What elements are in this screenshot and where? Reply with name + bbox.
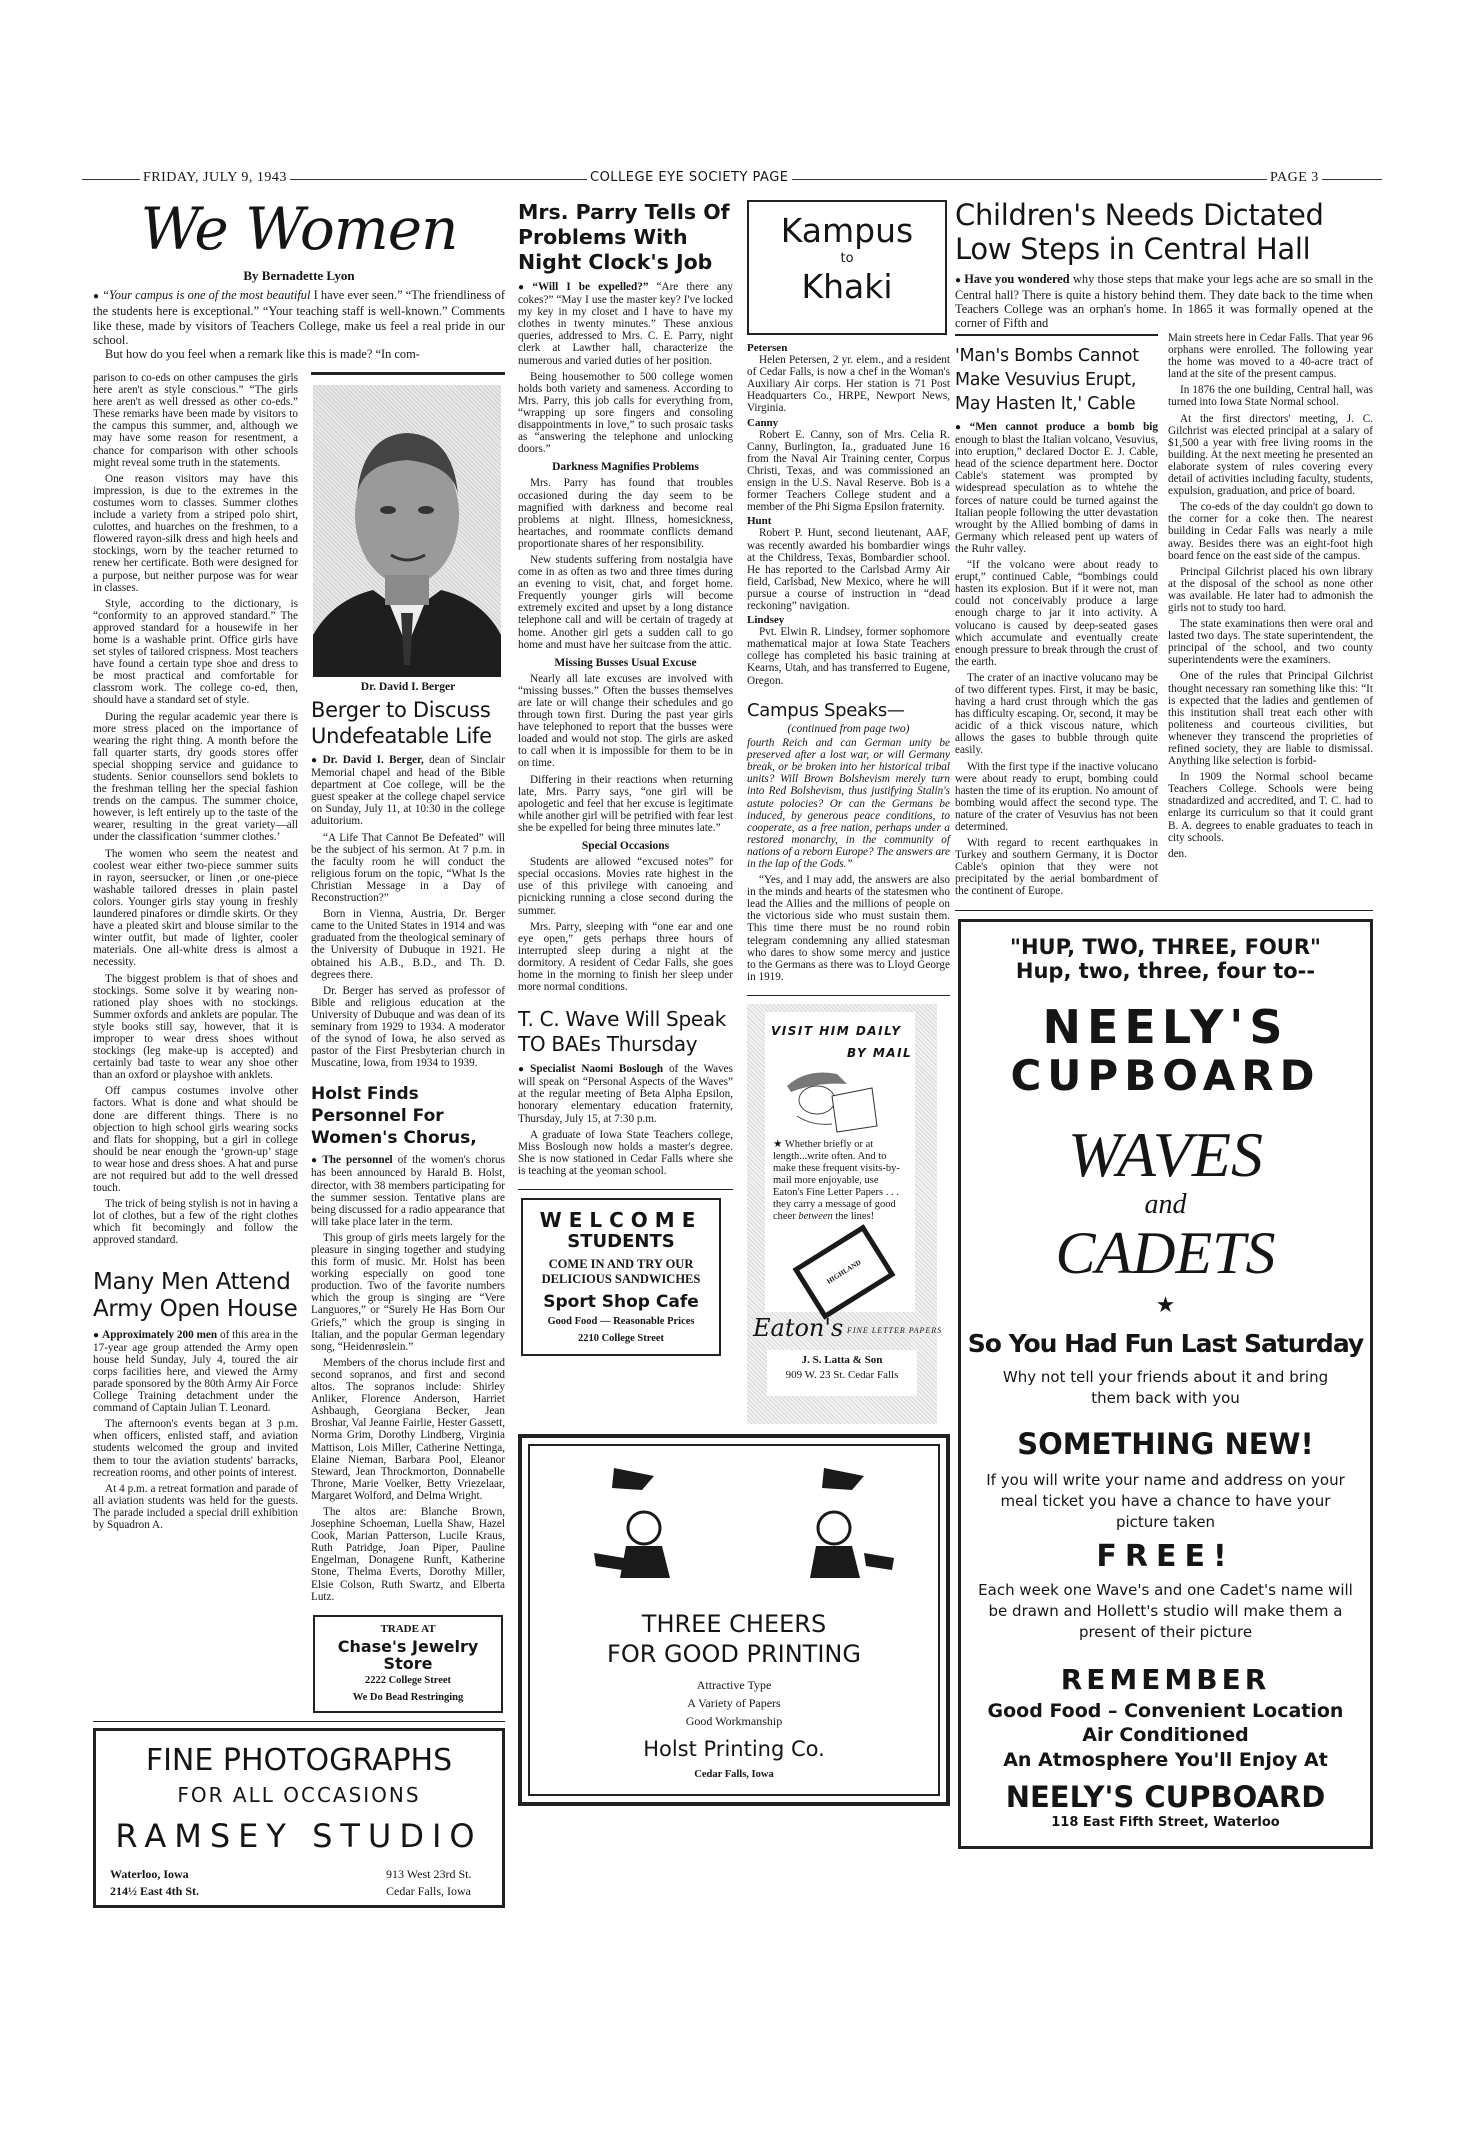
ad-body-text: the lines! bbox=[832, 1210, 875, 1222]
paragraph bbox=[518, 281, 733, 367]
campus-speaks-headline: Campus Speaks— bbox=[747, 699, 905, 721]
khaki-title-mid: to bbox=[840, 251, 854, 266]
paragraph: Main streets here in Cedar Falls. That year 96 orphans were enrolled. The following year the home was moved to a 40-acre tract of land at the site of the present campus. bbox=[1168, 332, 1373, 381]
masthead-section: COLLEGE EYE SOCIETY PAGE bbox=[587, 170, 792, 185]
masthead bbox=[82, 170, 1382, 190]
ad-hup-2: Hup, two, three, four to-- bbox=[1015, 959, 1316, 984]
ad-free: FREE! bbox=[1096, 1539, 1235, 1575]
paragraph: Mrs. Parry has found that troubles occasioned during the day seem to be magnified with darkness and become real problems at night. Illness, homesickness, heartaches, and roommate conflicts demand proportionate shares of her responsibility. bbox=[518, 477, 733, 550]
paragraph: Differing in their reactions when returning late, Mrs. Parry says, “one girl will be apologetic and feel that her excuse is legitimate while another girl will be petrified with fear lest she be expelled for being three minutes late.” bbox=[518, 773, 733, 834]
wave-headline: T. C. Wave Will Speak TO BAEs Thursday bbox=[518, 1007, 727, 1057]
we-women-body bbox=[93, 372, 298, 1251]
ad-tagline: Good Food — Reasonable Prices bbox=[547, 1316, 695, 1328]
ad-headline-2: BY MAIL bbox=[847, 1045, 913, 1060]
ad-sandwiches: DELICIOUS SANDWICHES bbox=[541, 1272, 701, 1287]
paragraph: During the regular academic year there is more stress placed on the importance of wearing the right thing. A month before the fall quarter starts, dry goods stores offer special shopping service and guidance to students. Senior counsellors send boklets to the freshman telling her the special fashion trends on the campus. The summer choice, however, is left entirely up to the taste of the wearer, resulting in the great variety—all under the classification ‘summer clothes.’ bbox=[93, 710, 298, 844]
berger-photo bbox=[313, 385, 501, 677]
paragraph: The state examinations then were oral and lasted two days. The state superintendent, the principal of the school, and two county superintendents were the examiners. bbox=[1168, 618, 1373, 667]
ad-trade-at: TRADE AT bbox=[380, 1622, 436, 1635]
children-body bbox=[1168, 332, 1373, 864]
paragraph-text: dean of Sinclair Memorial chapel and head of the Bible department at Coe college, will be the guest speaker at the college chapel service on Sunday, July 11, at 10:30 in the college aduitorium. bbox=[311, 754, 505, 828]
middle-region bbox=[518, 200, 950, 1806]
paragraph bbox=[311, 1154, 505, 1228]
paragraph bbox=[518, 1063, 733, 1124]
ad-body-emphasis: between bbox=[798, 1210, 833, 1222]
entry-name: Petersen bbox=[747, 342, 788, 354]
lead-text: “Men cannot produce a bomb big bbox=[969, 421, 1158, 433]
column-3 bbox=[518, 200, 733, 1356]
paragraph: With regard to recent earthquakes in Turkey and southern Germany, it is Doctor Cable's opinion that they were not precipitated by the aerial bombardment of the continent of Europe. bbox=[955, 837, 1158, 898]
paragraph-text: of this area in the 17-year age group attended the Army open house held Sunday, July 4, toured the air corps facilities here, and viewed the Army parade sponsored by the 80th Army Air Force College Training detachment under the command of Captain Julian T. Leonard. bbox=[93, 1328, 298, 1415]
paragraph: The biggest problem is that of shoes and stockings. Some solve it by wearing non-rationed play shoes with no stockings. Summer oxfords and anklets are popular. The style books still say, however, that it is improper to wear dress shoes without stockings (leg make-up is accepted) and certainly bad taste to wear any shoe other than an oxford or playshoe with anklets. bbox=[93, 972, 298, 1082]
paragraph bbox=[955, 421, 1158, 555]
column-5 bbox=[955, 332, 1158, 902]
entry-text: Pvt. Elwin R. Lindsey, former sophomore mathematical major at Iowa State Teachers college has completed his basic training at Kearns, Utah, and has transferred to Eugene, Oregon. bbox=[747, 626, 950, 687]
ad-store-name: Chase's Jewelry Store bbox=[337, 1636, 479, 1673]
ad-name-1: NEELY'S bbox=[1042, 999, 1289, 1054]
paragraph: The women who seem the neatest and coolest wear either two-piece summer suits in rayon, seersucker, or linen ,or one-piece washable tailored dresses in plain pastel colors. Younger girls stay young in freshly laundered pinafores or dirndle skirts. Or they have a pleated skirt and blouse similar to the winter outfit, but made of lighter, cooler materials. One all-white dress is almost a necessity. bbox=[93, 847, 298, 969]
left-region bbox=[93, 372, 505, 1908]
khaki-entries bbox=[747, 340, 950, 687]
khaki-title-top: Kampus bbox=[780, 211, 914, 250]
divider bbox=[93, 1721, 505, 1722]
holst-headline: Holst Finds Personnel For Women's Chorus, bbox=[311, 1084, 477, 1149]
ad-printer-name: Holst Printing Co. bbox=[643, 1736, 825, 1761]
photo-caption: Dr. David I. Berger bbox=[360, 681, 456, 693]
ad-welcome: WELCOME bbox=[539, 1208, 703, 1232]
neelys-cupboard-ad bbox=[958, 919, 1373, 1849]
bullet-icon: ● bbox=[311, 1155, 320, 1167]
divider bbox=[955, 334, 1158, 336]
ad-left-city: Waterloo, Iowa bbox=[110, 1867, 189, 1882]
we-women-title: We Women bbox=[140, 195, 458, 263]
paragraph: At 4 p.m. a retreat formation and parade of all aviation students was held for the guests. The parade included a special drill exhibition by Squadron A. bbox=[93, 1482, 298, 1531]
paragraph-text: enough to blast the Italian volcano, Vesuvius, into eruption,” declared Doctor E. J. Cable, head of the science department here. Doctor Cable's statement was prompted by widespread speculation as to whtehe the forces of nature could be turned against the Italian people following the utter devastation wrought by the Allied bombing of dams in Germany which released pent up waters of the Ruhr valley. bbox=[955, 434, 1158, 555]
paragraph: This group of girls meets largely for the pleasure in singing together and studying this form of music. Mr. Holst has been working especially on good tone production. Two of the favorite numbers which the group is singing are “Vere Languores,” or “Surely He Has Born Our Griefs,” which the group is singing in Italian, and the popular German legendary song, “Heidenrøslein.” bbox=[311, 1231, 505, 1353]
bullet-icon: ● bbox=[93, 291, 100, 302]
ad-three-cheers: THREE CHEERS bbox=[641, 1609, 827, 1638]
ad-store-address: 909 W. 23 St. Cedar Falls bbox=[785, 1368, 899, 1381]
paragraph: The afternoon's events began at 3 p.m. when officers, enlisted staff, and aviation students welcomed the group and invited them to tour the aviation students' barracks, recreation rooms, and other points of interest. bbox=[93, 1418, 298, 1479]
paragraph: Born in Vienna, Austria, Dr. Berger came to the United States in 1914 and was graduated from the theological seminary of the University of Dubuque in 1921. He obtained his A.B., B.D., and Th. D. degrees there. bbox=[311, 908, 505, 981]
paragraph: Style, according to the dictionary, is “conformity to an approved standard.” The approved standard for a housewife in her home is a washable print. Office girls have set styles of tailored crispness. Most teachers have found a certain type shoe and dress to be most practical and comfortable for classrom work. The college co-ed, then, should have a standard set of style. bbox=[93, 597, 298, 707]
column-4 bbox=[747, 200, 950, 1424]
khaki-title-bottom: Khaki bbox=[801, 267, 893, 306]
paragraph: In 1909 the Normal school became Teachers College. Schools were being stnadardized and accredited, and T. C. had to enlarge its curriculum so that it could grant B. A. degrees to enable graduates to teach in city schools. bbox=[1168, 771, 1373, 844]
divider bbox=[747, 995, 950, 996]
ad-right-address: 913 West 23rd St. bbox=[386, 1867, 472, 1882]
ad-name-2: CUPBOARD bbox=[1010, 1050, 1321, 1100]
chase-jewelry-ad bbox=[313, 1615, 503, 1714]
paragraph: Being housemother to 500 college women holds both variety and sameness. According to Mrs. Parry, this job calls for everything from, “wrapping up sore fingers and consoling disappointments in love,” to such prosaic tasks as “answering the telephone and unlocking doors.” bbox=[518, 370, 733, 456]
paragraph: The trick of being stylish is not in having a lot of clothes, but a few of the right clothes which fit becomingly and follow the approved standard. bbox=[93, 1198, 298, 1247]
paragraph: Nearly all late excuses are involved with “missing busses.” Often the busses themselves are late or will change their schedules and go through town first. During the past year girls have telephoned to report that the busses were loaded and would not stop. The girls are asked to call when it is impossible for them to be in on time. bbox=[518, 672, 733, 770]
bullet-icon: ● bbox=[311, 755, 320, 766]
ad-remember-1: Good Food – Convenient Location bbox=[987, 1699, 1344, 1722]
ad-footer-name: NEELY'S CUPBOARD bbox=[1005, 1780, 1326, 1815]
paragraph bbox=[93, 1329, 298, 1415]
divider bbox=[518, 1189, 733, 1190]
paragraph: Off campus costumes involve other factors. What is done and what should be done are different things. There is no objection to high school girls wearing socks and flats for shopping, but a girl in college should be near enough the ‘grown-up’ stage to wear hose and dress shoes. A hat and purse are not required but add to the well dressed touch. bbox=[93, 1085, 298, 1195]
subhead: Darkness Magnifies Problems bbox=[552, 461, 699, 474]
right-region bbox=[955, 198, 1373, 1849]
berger-article bbox=[311, 697, 505, 1073]
paragraph-text: why those steps that make your legs ache are so small in the Central hall? There is quite a history behind them. They date back to the time when Teachers College was an orphan's home. In 1865 it was formally opened at the corner of Fifth and bbox=[955, 272, 1373, 330]
cable-headline: 'Man's Bombs Cannot Make Vesuvius Erupt, May Hasten It,' Cable bbox=[955, 346, 1139, 414]
ad-feature: Attractive Type bbox=[696, 1677, 772, 1692]
paragraph: den. bbox=[1168, 847, 1187, 860]
intro-paragraph bbox=[93, 288, 505, 347]
ad-address: 118 East Fifth Street, Waterloo bbox=[1051, 1814, 1280, 1830]
ad-come-in: COME IN AND TRY OUR bbox=[548, 1257, 694, 1272]
paragraph: Principal Gilchrist placed his own library at the disposal of the school as none other was available. He later had to admonish the girls not to study too hard. bbox=[1168, 565, 1373, 614]
paragraph-text: of the women's chorus has been announced by Harald B. Holst, director, with 38 members participating for the summer session. Tentative plans are being discussed for a radio appearance that will take place later in the term. bbox=[311, 1154, 505, 1228]
ad-something-new: SOMETHING NEW! bbox=[1017, 1426, 1314, 1461]
paragraph: The co-eds of the day couldn't go down to the corner for a coke then. The nearest building in Cedar Falls was nearly a mile away. Besides there was an eight-foot high board fence on the east side of the campus. bbox=[1168, 501, 1373, 562]
sport-shop-cafe-ad bbox=[521, 1198, 721, 1356]
ad-store-name: J. S. Latta & Son bbox=[801, 1353, 883, 1366]
intro-quote: “Your campus is one of the most beautiful bbox=[102, 288, 311, 302]
ad-remember-2: Air Conditioned bbox=[1082, 1724, 1249, 1747]
paragraph: At the first directors' meeting, J. C. Gilchrist was elected principal at a salary of $1,500 a year with free living rooms in the building. At the next meeting he presented an elaborate system of rules covering every detail of activities including faculty, students, expulsion, graduation, and price of board. bbox=[1168, 412, 1373, 498]
paragraph: parison to co-eds on other campuses the girls here aren't as style conscious.” “The girls here aren't as well dressed as other co-eds.” These remarks have been made by visitors to the campus this summer, and, although we may have some reason for resentment, a chance for comparison with other schools might reveal some truth in the statements. bbox=[93, 372, 298, 469]
berger-headline: Berger to Discuss Undefeatable Life bbox=[311, 698, 492, 748]
eaton-letter-paper-ad bbox=[747, 1004, 943, 1424]
brand-name: Eaton's bbox=[753, 1313, 844, 1342]
paragraph: New students suffering from nostalgia have come in as often as two and three times during an evening to visit, chat, and forget home. Frequently younger girls will become extremely excited and upset by a long distance telephone call and will be certain of tragedy at home. Another girl gets a sudden call to go home and must have her suitcase from the attic. bbox=[518, 553, 733, 651]
divider bbox=[955, 910, 1373, 911]
box-label: HIGHLAND bbox=[825, 1258, 863, 1286]
ad-good-printing: FOR GOOD PRINTING bbox=[607, 1639, 861, 1668]
entry-text: Robert P. Hunt, second lieutenant, AAF, was recently awarded his bombardier wings at the Childress, Texas, Bombardier school. He has reported to the Carlsbad Army Air field, Carlsbad, New Mexico, where he will pursue a course of instruction in “dead reckoning” navigation. bbox=[747, 527, 950, 612]
paragraph: Members of the chorus include first and second sopranos, and first and second altos. The sopranos include: Shirley Anliker, Florence Anderson, Harriet Ashbaugh, Georgiana Becker, Jean Broshar, Val Jeanne Fairlie, Hester Gassett, Norma Grim, Dorothy Lindberg, Virginia Mattison, Lois Miller, Catherine Nettinga, Elaine Nieman, Barbara Pool, Eleanor Steward, Jean Throckmorton, Donnabelle Throne, Marie Voelker, Betty Vriezelaar, Margaret Wolford, and Delma Wright. bbox=[311, 1356, 505, 1502]
star-icon: ★ bbox=[1155, 1291, 1176, 1317]
intro-text: I have ever seen.” “The friendliness of the students here is exceptional.” “Your teaching staff is well-known.” Comments like these, made by visitors of Teachers College, make us feel a real pride in our school. bbox=[93, 288, 505, 347]
bullet-icon: ● bbox=[518, 1064, 528, 1076]
ad-cafe-name: Sport Shop Cafe bbox=[543, 1292, 699, 1313]
paragraph: Mrs. Parry, sleeping with “one ear and one eye open,” gets perhaps three hours of interrupted sleep during a night at the dormitory. A resident of Cedar Falls, she goes home in the morning to finish her sleep under more normal conditions. bbox=[518, 920, 733, 994]
army-article bbox=[93, 1269, 298, 1536]
ad-line-2: FOR ALL OCCASIONS bbox=[177, 1783, 421, 1808]
entry-text: Robert E. Canny, son of Mrs. Celia R. Canny, Burlington, Ia., graduated June 16 from the Naval Air Training center, Corpus Christi, Texas, and was commissioned an ensign in the U.S. Naval Reserve. Bob is a former Teachers College student and a member of the Phi Sigma Epsilon fraternity. bbox=[747, 428, 950, 514]
holst-article bbox=[311, 1083, 505, 1606]
bullet-icon: ● bbox=[93, 1329, 100, 1341]
paragraph-text: of the Waves will speak on “Personal Aspects of the Waves” at the regular meeting of Beta Alpha Epsilon, honorary elementary education fraternity, Thursday, July 15, at 7:30 p.m. bbox=[518, 1063, 734, 1125]
paragraph: One of the rules that Principal Gilchrist thought necessary ran something like this: “It is expected that the ladies and gentlemen of this institution shall treat each other with politeness and courteous civilities, but whenever they transcend the proprieties of refined society, they are liable to dismissal. Anything like selection is forbid- bbox=[1168, 670, 1373, 768]
lead-text: Approximately 200 men bbox=[102, 1328, 218, 1341]
lead-text: Have you wondered bbox=[964, 272, 1070, 286]
ad-students: STUDENTS bbox=[567, 1230, 675, 1252]
ad-body-text: ★ Whether briefly or at length...write often. And to make these frequent visits-by-mail more enjoyable, use Eaton's Fine Letter Papers . . . they carry a message of good cheer bbox=[773, 1138, 900, 1222]
entry-name: Canny bbox=[747, 416, 779, 429]
ad-city: Cedar Falls, Iowa bbox=[694, 1768, 774, 1780]
paragraph: In 1876 the one building, Central hall, was turned into Iowa State Normal school. bbox=[1168, 384, 1373, 409]
ad-headline-1: VISIT HIM DAILY bbox=[771, 1023, 902, 1038]
brand-sub: FINE LETTER PAPERS bbox=[847, 1325, 943, 1335]
ad-cadets: CADETS bbox=[1055, 1219, 1276, 1286]
campus-speaks-article bbox=[747, 701, 950, 987]
lead-text: “Will I be expelled?” bbox=[532, 281, 649, 293]
paragraph: The crater of an inactive volucano may be of two different types. First, it may be basic, having a hard crust through which the gas has difficulty escaping. Or, second, it may be acidic of a thick viscous nature, which allows the gases to bubble through quite easily. bbox=[955, 671, 1158, 757]
subhead: Special Occasions bbox=[581, 840, 670, 853]
cable-article bbox=[955, 344, 1158, 902]
paragraph: “Yes, and I may add, the answers are also in the minds and hearts of the statesmen who lead the Allies and the millions of people on the victorious side who must sustain them. This time there must be no round robin telegram condemning any allied statesman who dares to show some mercy and justice to the Germans as there was to Lloyd George in 1919. bbox=[747, 874, 950, 983]
ad-feature: Good Workmanship bbox=[685, 1713, 783, 1728]
ad-fun: So You Had Fun Last Saturday bbox=[967, 1328, 1364, 1358]
ad-free-text: Each week one Wave's and one Cadet's name will be drawn and Hollett's studio will make them a present of their picture bbox=[978, 1580, 1353, 1641]
ad-waves: WAVES bbox=[1068, 1118, 1263, 1190]
masthead-date: FRIDAY, JULY 9, 1943 bbox=[140, 170, 290, 186]
paragraph: fourth Reich and can German unity be preserved after a lost war, or will Germany break, or be broken into her historical tribal units? Will Brown Bolshevism merely turn into Red Bolshevism, thus justifying Stalin's astute polocies? Or can the Germans be induced, by generous peace conditions, to cooperate, as a free nation, perhaps under a restored monarchy, in the community of nations of a reborn Europe? The answers are in the lap of the Gods.” bbox=[747, 737, 950, 870]
ad-left-address: 214½ East 4th St. bbox=[110, 1884, 200, 1899]
paragraph bbox=[955, 272, 1373, 330]
ad-studio-name: RAMSEY STUDIO bbox=[115, 1817, 483, 1856]
lead-text: The personnel bbox=[322, 1154, 393, 1167]
ad-fun-text: Why not tell your friends about it and bring them back with you bbox=[1002, 1367, 1329, 1407]
bullet-icon: ● bbox=[955, 275, 962, 286]
cheerleaders-icon bbox=[544, 1458, 924, 1588]
ad-and: and bbox=[1144, 1188, 1187, 1220]
subhead: Missing Busses Usual Excuse bbox=[554, 656, 697, 669]
ad-line-1: FINE PHOTOGRAPHS bbox=[145, 1743, 453, 1779]
children-article bbox=[955, 198, 1373, 330]
kampus-to-khaki-box bbox=[747, 200, 947, 335]
holst-printing-ad bbox=[518, 1434, 950, 1806]
ad-right-city: Cedar Falls, Iowa bbox=[386, 1884, 471, 1899]
paragraph: The altos are: Blanche Brown, Josephine Schoeman, Luella Shaw, Hazel Cook, Marian Patterson, Lucile Kraus, Ruth Patridge, Joan Piper, Pauline Engelman, Donagene Runft, Katherine Stone, Thelma Everts, Dorothy Miller, Elsie Colson, Ruth Swartz, and Elberta Lutz. bbox=[311, 1505, 505, 1603]
ad-new-text: If you will write your name and address on your meal ticket you have a chance to have your picture taken bbox=[986, 1471, 1345, 1532]
masthead-page: PAGE 3 bbox=[1267, 170, 1322, 186]
we-women-byline: By Bernadette Lyon bbox=[243, 268, 355, 283]
entry-text: Helen Petersen, 2 yr. elem., and a resident of Cedar Falls, is now a chef in the Woman's Auxiliary Air corps. Her station is 71 Post Headquarters Co., HRPE, Newport News, Virginia. bbox=[747, 354, 950, 415]
ad-feature: A Variety of Papers bbox=[687, 1695, 781, 1710]
paragraph bbox=[311, 754, 505, 828]
paragraph: One reason visitors may have this impression, is due to the extremes in the costumes worn to classes. Summer clothes include a variety from a striped polo shirt, culottes, and huarches on the freshmen, to a flowered rayon-silk dress and high heels and stockings, worn by the teacher returned to renew her certificate. Both were designed for a purpose, but neither purpose was for wear in classes. bbox=[93, 472, 298, 594]
paragraph: A graduate of Iowa State Teachers college, Miss Boslough now holds a master's degree. She is now stationed in Cedar Falls where she is teaching at the yeoman school. bbox=[518, 1128, 733, 1177]
paragraph: With the first type if the inactive volucano were about ready to erupt, bombing could hasten the time of its eruption. No amount of bombing would affect the second type. The nature of the crater of Vesuvius has not been determined. bbox=[955, 760, 1158, 833]
entry-name: Lindsey bbox=[747, 614, 785, 627]
children-headline: Children's Needs Dictated Low Steps in Central Hall bbox=[955, 198, 1324, 266]
ad-store-box bbox=[767, 1350, 917, 1396]
lead-text: Specialist Naomi Boslough bbox=[530, 1063, 664, 1076]
lead-text: Dr. David I. Berger, bbox=[322, 754, 424, 766]
ad-remember-3: An Atmosphere You'll Enjoy At bbox=[1003, 1748, 1328, 1771]
paragraph: “If the volcano were about ready to erupt,” continued Cable, “bombings could hasten its explosion. But if it were not, man could not conceivably produce a large enough charge to jar it into activity. A volucano is caused by deep-seated gases which accumulate and eventually create enough pressure to break through the crust of the earth. bbox=[955, 559, 1158, 668]
divider bbox=[311, 372, 505, 375]
ad-remember: REMEMBER bbox=[1060, 1662, 1271, 1696]
paragraph: Dr. Berger has served as professor of Bible and religious education at the University of Dubuque and was dean of its seminary from 1929 to 1934. A moderator of the synod of Iowa, he also served as pastor of the First Presbyterian church in Muscatine, Iowa, from 1934 to 1939. bbox=[311, 984, 505, 1070]
paragraph-text: “Are there any cokes?” “May I use the master key? I've locked my key in my closet and I have to have my clothes in twenty minutes.” These anxious queries, addressed to Mrs. C. E. Parry, night clerk at Lawther hall, characterize the numerous and varied duties of her position. bbox=[518, 281, 733, 367]
parry-headline: Mrs. Parry Tells Of Problems With Night Clock's Job bbox=[518, 200, 730, 274]
column-1 bbox=[93, 372, 298, 1535]
column-2 bbox=[311, 372, 505, 1713]
ad-hup-1: "HUP, TWO, THREE, FOUR" bbox=[1010, 934, 1321, 959]
entry-name: Hunt bbox=[747, 515, 772, 528]
ad-tagline: We Do Bead Restringing bbox=[352, 1692, 464, 1704]
ad-body bbox=[773, 1139, 911, 1223]
soldier-writing-icon bbox=[777, 1066, 887, 1136]
ramsey-studio-ad bbox=[93, 1728, 505, 1908]
continued-note: (continued from page two) bbox=[787, 723, 910, 736]
portrait-icon bbox=[313, 385, 501, 677]
parry-article bbox=[518, 200, 733, 997]
bullet-icon: ● bbox=[955, 422, 967, 433]
ad-address: 2222 College Street bbox=[364, 1675, 452, 1687]
ad-address: 2210 College Street bbox=[577, 1333, 665, 1345]
bullet-icon: ● bbox=[518, 282, 530, 293]
we-women-intro bbox=[93, 288, 505, 361]
wave-article bbox=[518, 1007, 733, 1181]
paragraph: Students are allowed “excused notes” for special occasions. Movies rate highest in the use of this privilege with canoeing and picnicking running a close second during the summer. bbox=[518, 856, 733, 917]
paragraph: “A Life That Cannot Be Defeated” will be the subject of his sermon. At 7 p.m. in the faculty room he will conduct the religious forum on the topic, “What Is the Christian Message in a Day of Reconstruction?” bbox=[311, 831, 505, 905]
army-headline: Many Men Attend Army Open House bbox=[93, 1268, 298, 1322]
intro-paragraph-2: But how do you feel when a remark like this is made? “In com- bbox=[105, 347, 420, 362]
